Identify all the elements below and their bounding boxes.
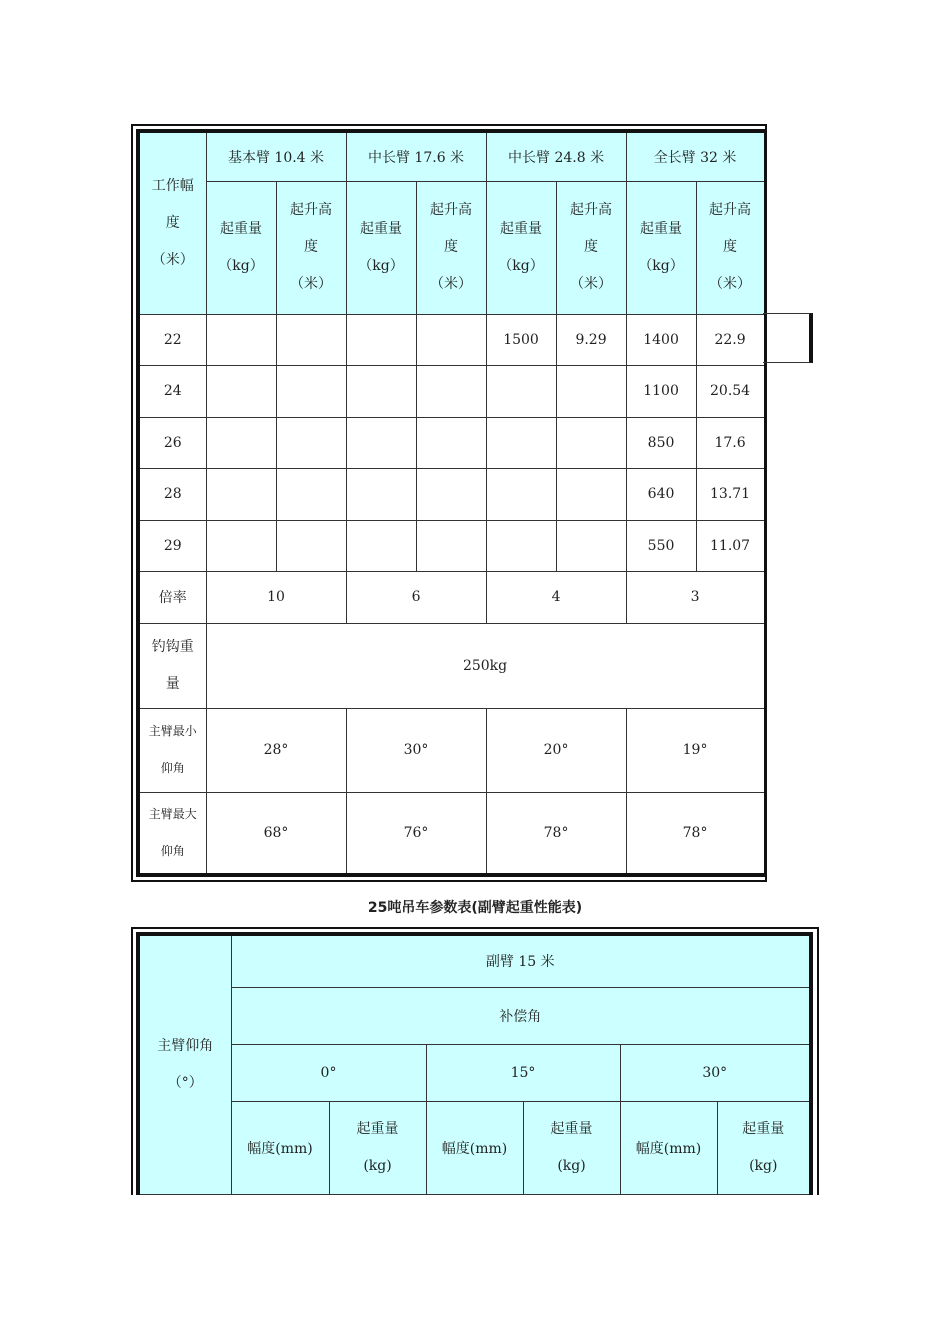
data-cell (556, 417, 626, 468)
data-cell (206, 520, 276, 571)
data-cell (486, 520, 556, 571)
range-cell: 24 (138, 365, 206, 417)
data-cell: 9.29 (556, 314, 626, 365)
hook-weight: 250kg (206, 623, 765, 708)
data-cell: 640 (626, 468, 696, 520)
data-cell: 850 (626, 417, 696, 468)
data-cell (346, 468, 416, 520)
main-angle-header: 主臂仰角 （°） (138, 934, 231, 1194)
data-cell (486, 365, 556, 417)
data-cell (206, 417, 276, 468)
data-cell (556, 365, 626, 417)
data-cell (276, 468, 346, 520)
capacity-header: 起重量 （kg） (486, 181, 556, 314)
min-angle-label: 主臂最小 仰角 (138, 708, 206, 792)
sub-header-row (138, 1101, 811, 1194)
radius-header: 幅度(mm) (231, 1101, 329, 1194)
hook-row (138, 623, 765, 708)
table-row (138, 365, 765, 417)
data-cell: 22.9 (696, 314, 765, 365)
boom-header-basic: 基本臂 10.4 米 (206, 131, 346, 181)
table-row (138, 468, 765, 520)
data-cell (416, 468, 486, 520)
min-angle-value: 20° (486, 708, 626, 792)
height-header: 起升高 度 （米） (696, 181, 765, 314)
capacity-header: 起重量 （kg） (626, 181, 696, 314)
data-cell (346, 314, 416, 365)
data-cell (486, 468, 556, 520)
data-cell (276, 365, 346, 417)
data-cell: 1400 (626, 314, 696, 365)
jib-capacity-table (136, 932, 813, 1195)
data-cell: 1100 (626, 365, 696, 417)
offset-header: 补偿角 (231, 987, 811, 1044)
height-header: 起升高 度 （米） (556, 181, 626, 314)
range-cell: 26 (138, 417, 206, 468)
data-cell (276, 417, 346, 468)
data-cell (416, 520, 486, 571)
data-cell: 550 (626, 520, 696, 571)
radius-header: 幅度(mm) (426, 1101, 523, 1194)
max-angle-value: 78° (486, 792, 626, 875)
data-cell (346, 365, 416, 417)
max-angle-value: 78° (626, 792, 765, 875)
max-angle-value: 76° (346, 792, 486, 875)
data-cell: 13.71 (696, 468, 765, 520)
data-cell: 17.6 (696, 417, 765, 468)
data-cell (206, 365, 276, 417)
offset-0: 0° (231, 1044, 426, 1101)
capacity-header: 起重量 （kg） (206, 181, 276, 314)
data-cell (416, 365, 486, 417)
range-cell: 22 (138, 314, 206, 365)
table-row (138, 417, 765, 468)
ratio-value: 4 (486, 571, 626, 623)
max-angle-label: 主臂最大 仰角 (138, 792, 206, 875)
data-cell (206, 314, 276, 365)
capacity-header: 起重量 (kg) (717, 1101, 811, 1194)
range-cell: 28 (138, 468, 206, 520)
table-row (138, 520, 765, 571)
max-angle-value: 68° (206, 792, 346, 875)
height-header: 起升高 度 （米） (276, 181, 346, 314)
data-cell: 1500 (486, 314, 556, 365)
range-cell: 29 (138, 520, 206, 571)
max-angle-row (138, 792, 765, 875)
jib-header: 副臂 15 米 (231, 934, 811, 987)
ratio-value: 10 (206, 571, 346, 623)
data-cell: 11.07 (696, 520, 765, 571)
ratio-row (138, 571, 765, 623)
table-row (138, 314, 765, 365)
ratio-label: 倍率 (138, 571, 206, 623)
data-cell (416, 417, 486, 468)
capacity-header: 起重量 (kg) (523, 1101, 620, 1194)
work-range-header: 工作幅 度 （米） (138, 131, 206, 314)
sub-header-row (138, 181, 765, 314)
table2-caption: 25吨吊车参数表(副臂起重性能表) (367, 900, 583, 916)
boom-header-full: 全长臂 32 米 (626, 131, 765, 181)
data-cell (276, 314, 346, 365)
boom-header-mid-24: 中长臂 24.8 米 (486, 131, 626, 181)
hook-label: 钓钩重 量 (138, 623, 206, 708)
data-cell (206, 468, 276, 520)
data-cell (346, 417, 416, 468)
table-edge-cell (763, 313, 813, 363)
data-cell: 20.54 (696, 365, 765, 417)
min-angle-value: 28° (206, 708, 346, 792)
offset-30: 30° (620, 1044, 811, 1101)
min-angle-value: 30° (346, 708, 486, 792)
boom-header-mid-17: 中长臂 17.6 米 (346, 131, 486, 181)
main-boom-capacity-table (136, 129, 767, 877)
data-cell (276, 520, 346, 571)
ratio-value: 3 (626, 571, 765, 623)
data-cell (556, 468, 626, 520)
radius-header: 幅度(mm) (620, 1101, 717, 1194)
min-angle-row (138, 708, 765, 792)
capacity-header: 起重量 (kg) (329, 1101, 426, 1194)
min-angle-value: 19° (626, 708, 765, 792)
offset-15: 15° (426, 1044, 620, 1101)
ratio-value: 6 (346, 571, 486, 623)
capacity-header: 起重量 （kg） (346, 181, 416, 314)
data-cell (556, 520, 626, 571)
height-header: 起升高 度 （米） (416, 181, 486, 314)
data-cell (346, 520, 416, 571)
data-cell (486, 417, 556, 468)
data-cell (416, 314, 486, 365)
